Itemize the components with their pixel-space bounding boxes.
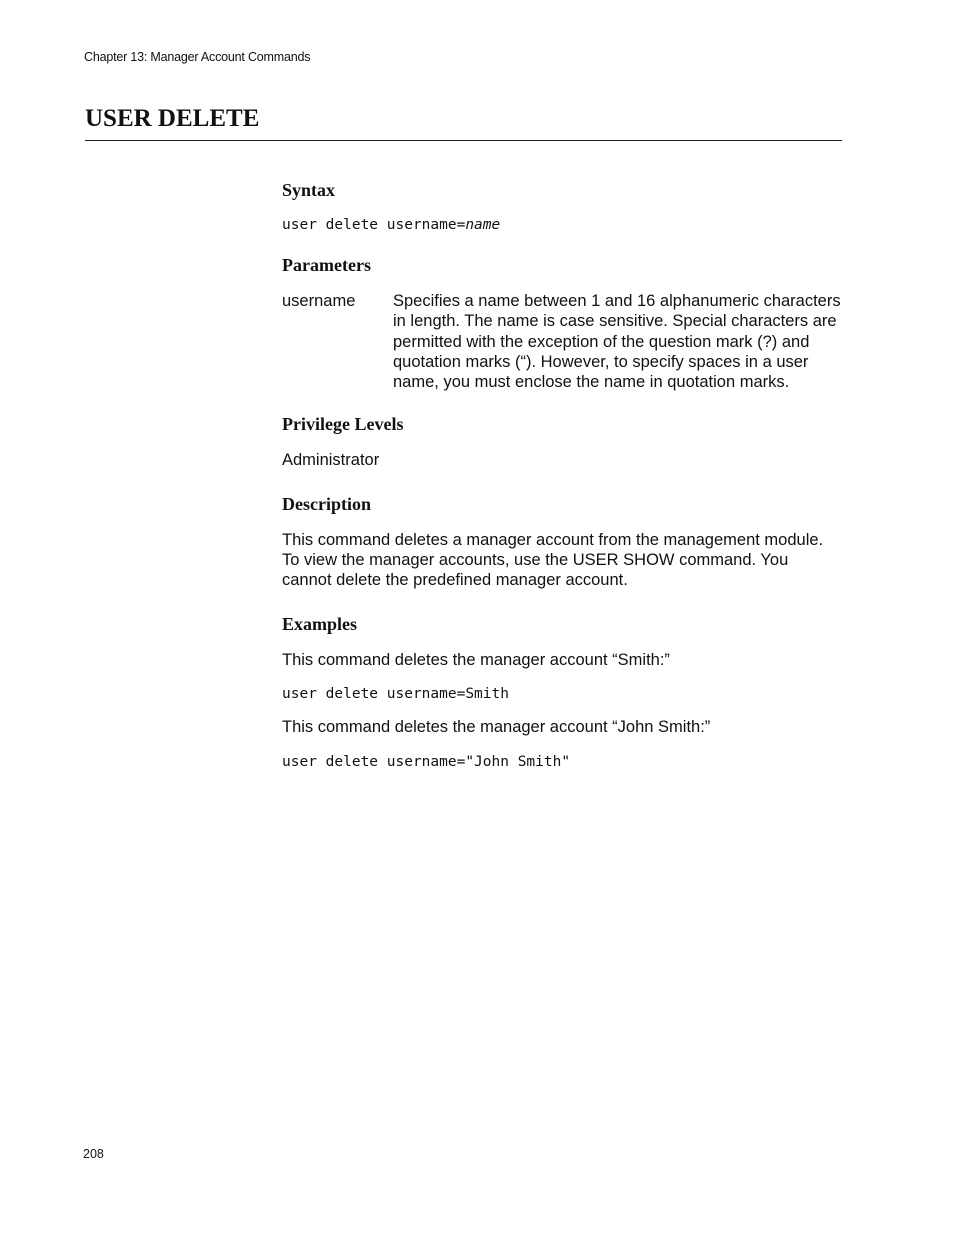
example-text: This command deletes the manager account “John Smith:” (282, 717, 711, 736)
parameters-heading: Parameters (282, 255, 371, 275)
page-number: 208 (83, 1147, 104, 1161)
description-text: This command deletes a manager account from the management module. To view the manager accounts, use the USER SHOW command. You cannot delete the predefined manager account. (282, 530, 824, 590)
privilege-heading: Privilege Levels (282, 414, 404, 435)
syntax-heading: Syntax (282, 180, 336, 200)
parameter-description: Specifies a name between 1 and 16 alphanumeric characters in length. The name is case sensitive. Special characters are permitted with the exception of the question mark (?) and quotation marks (“). However, to specify spaces in a user name, you must enclose the name in quotation marks. (393, 292, 841, 392)
syntax-command: user delete username= (282, 217, 466, 233)
parameter-row (282, 291, 842, 392)
content (282, 178, 842, 772)
title-rule (85, 140, 842, 141)
syntax-code (282, 215, 842, 235)
parameter-name: username (282, 292, 356, 310)
syntax-argument: name (465, 217, 501, 233)
running-header: Chapter 13: Manager Account Commands (84, 50, 311, 64)
examples-heading: Examples (282, 613, 358, 634)
example-code: user delete username=Smith (282, 685, 509, 702)
privilege-value: Administrator (282, 451, 380, 470)
example-text: This command deletes the manager account “Smith:” (282, 650, 670, 669)
description-heading: Description (282, 493, 371, 514)
example-code: user delete username="John Smith" (282, 754, 571, 771)
page-title: USER DELETE (85, 105, 260, 132)
